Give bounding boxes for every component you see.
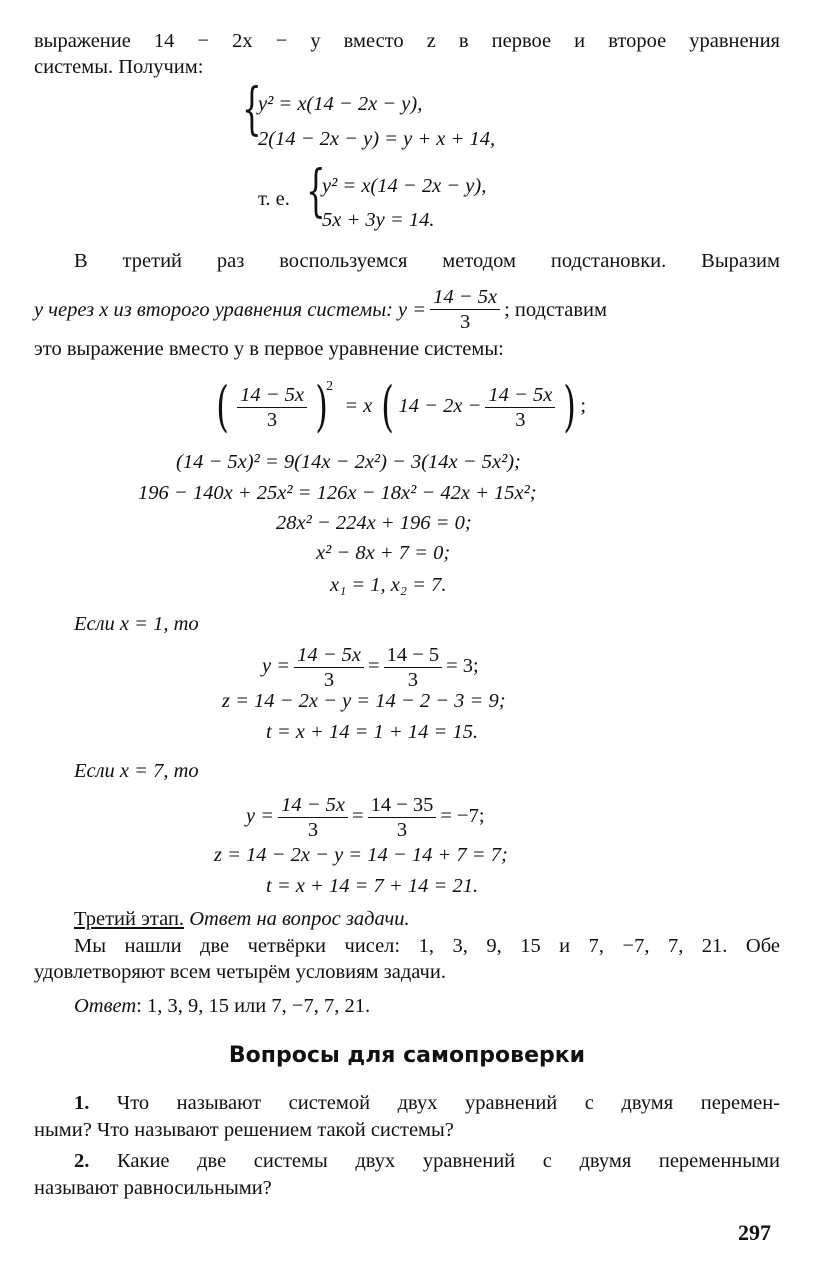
text-line: Мы нашли две четвёрки чисел: 1, 3, 9, 15 и 7, −7, 7, 21. Обе — [74, 935, 780, 957]
equation: t = x + 14 = 1 + 14 = 15. — [266, 721, 479, 743]
section-heading: Вопросы для самопроверки — [228, 1043, 586, 1068]
left-paren-icon: ( — [381, 375, 395, 439]
equation: z = 14 − 2x − y = 14 − 2 − 3 = 9; — [222, 690, 506, 712]
answer-line: Ответ: 1, 3, 9, 15 или 7, −7, 7, 21. — [74, 995, 371, 1017]
equation: (14 − 5x)² = 9(14x − 2x²) − 3(14x − 5x²); — [176, 451, 521, 473]
text-fragment: т. е. — [258, 188, 290, 210]
question-line: ными? Что называют решением такой системы? — [34, 1119, 454, 1141]
text-line: y через x из второго уравнения системы: y = $\frac{14 - 5x}{3}$ ; подставим — [34, 286, 607, 333]
stage-title: Ответ на вопрос задачи. — [189, 908, 410, 930]
text-line: В третий раз воспользуемся методом подстановки. Выразим — [74, 250, 780, 272]
system-equation: 5x + 3y = 14. — [322, 209, 435, 231]
equation: y = $\frac{14 - 5x}{3}$ = $\frac{14 - 35}{3}$ = −7; — [246, 793, 485, 841]
question-line: 2. Какие две системы двух уравнений с двумя переменными — [74, 1150, 780, 1172]
left-brace-icon: { — [242, 77, 262, 142]
system-equation: 2(14 − 2x − y) = y + x + 14, — [258, 128, 496, 150]
text-line: выражение 14 − 2x − y вместо z в первое и второе уравнения — [34, 30, 780, 52]
equation: z = 14 − 2x − y = 14 − 14 + 7 = 7; — [214, 844, 508, 866]
system-equation: y² = x(14 − 2x − y), — [322, 175, 487, 197]
stage-label: Третий этап. — [74, 908, 185, 930]
text-line: это выражение вместо y в первое уравнение системы: — [34, 338, 504, 360]
equation: y = $\frac{14 - 5x}{3}$ = $\frac{14 - 5}{3}$ = 3; — [262, 643, 479, 691]
left-paren-icon: ( — [216, 375, 229, 439]
text-line: Если x = 7, то — [74, 760, 199, 782]
equation: ( $\frac{14 - 5x}{3}$ )$^2$ = x ( 14 − 2x − $\frac{14 - 5x}{3}$ ) ; — [216, 375, 587, 439]
text-line — [74, 906, 410, 932]
equation: 196 − 140x + 25x² = 126x − 18x² − 42x + 15x²; — [138, 482, 537, 504]
equation: x₁ = 1, x₂ = 7. — [330, 574, 447, 596]
text-line: Если x = 1, то — [74, 613, 199, 635]
right-paren-icon: ) — [563, 375, 577, 439]
equation: x² − 8x + 7 = 0; — [316, 542, 451, 564]
text-line: системы. Получим: — [34, 56, 204, 78]
question-line: 1. Что называют системой двух уравнений с двумя перемен- — [74, 1092, 781, 1114]
equation: 28x² − 224x + 196 = 0; — [276, 512, 472, 534]
system-equation: y² = x(14 − 2x − y), — [258, 93, 423, 115]
text-line: удовлетворяют всем четырём условиям задачи. — [34, 961, 446, 983]
question-line: называют равносильными? — [34, 1177, 272, 1199]
right-paren-icon: ) — [315, 375, 328, 439]
page-number: 297 — [738, 1220, 771, 1245]
equation: t = x + 14 = 7 + 14 = 21. — [266, 875, 479, 897]
left-brace-icon: { — [306, 159, 326, 224]
